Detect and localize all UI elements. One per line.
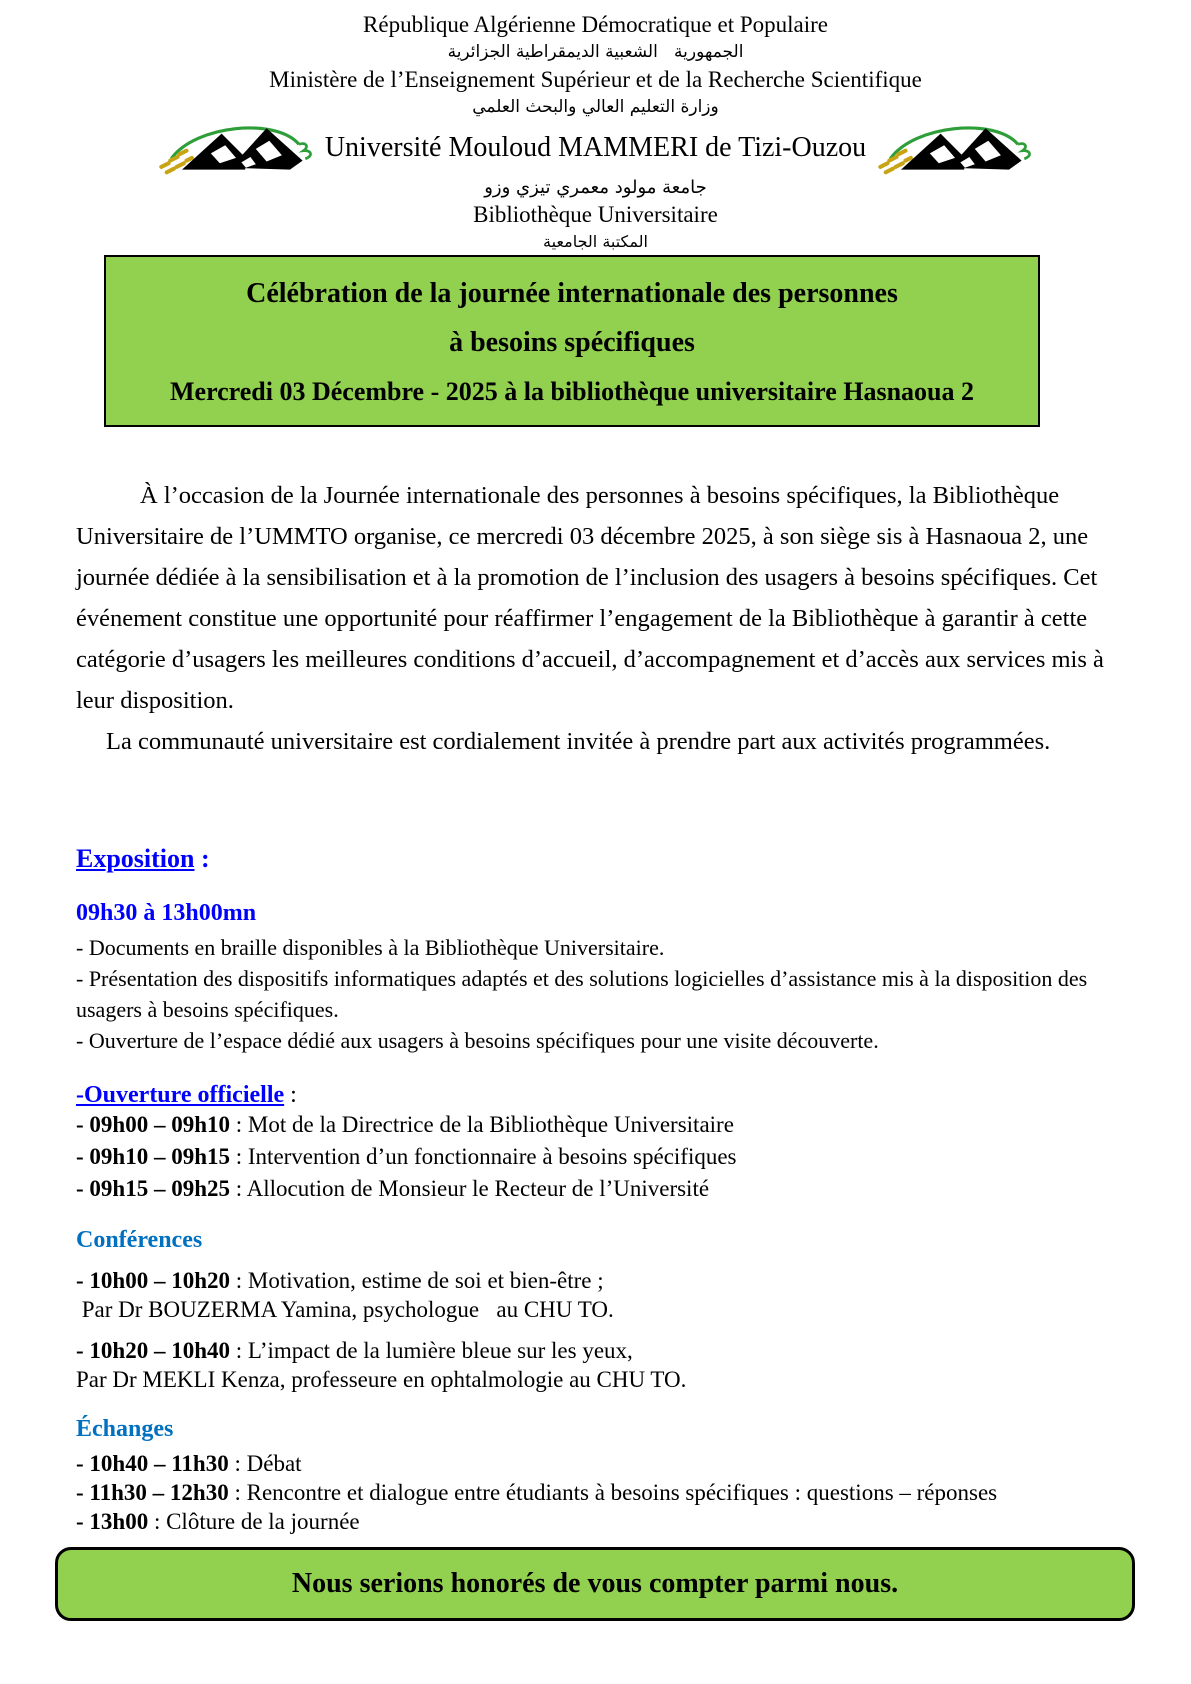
schedule-separator: : [228,1451,247,1476]
event-banner [104,255,1040,427]
invitation-line: La communauté universitaire est cordialement invitée à prendre part aux activités programmées. [106,728,1051,755]
schedule-separator: : [230,1176,247,1201]
schedule-separator: : [230,1112,248,1137]
echanges-items [76,1449,1113,1536]
exposition-heading-colon: : [194,844,210,873]
speaker-line: Par Dr BOUZERMA Yamina, psychologue au CHU TO. [76,1297,614,1322]
schedule-time: - 11h30 – 12h30 [76,1480,229,1505]
schedule-desc: Intervention d’un fonctionnaire à besoins spécifiques [247,1144,737,1169]
banner-title-line1: Célébration de la journée internationale des personnes [246,278,898,309]
ouverture-heading-label: -Ouverture officielle [76,1082,285,1108]
conference-item [76,1336,1113,1394]
exposition-items [76,932,1113,1056]
intro-paragraph: À l’occasion de la Journée internationale des personnes à besoins spécifiques, la Bibliothèque Universitaire de l’UMMTO organise, ce mercredi 03 décembre 2025, à son siège sis à Hasnaoua 2, une journée dédiée à la sensibilisation et à la promotion de l’inclusion des usagers à besoins spécifiques. Cet événement constitue une opportunité pour réaffirmer l’engagement de la Bibliothèque à garantir à cette catégorie d’usagers les meilleures conditions d’accueil, d’accompagnement et d’accès aux services mis à leur disposition. [76,482,1104,714]
closing-banner [55,1547,1135,1621]
library-name: Bibliothèque Universitaire [473,202,718,227]
schedule-desc: Clôture de la journée [166,1509,360,1534]
closing-banner-text: Nous serions honorés de vous compter parmi nous. [291,1568,899,1599]
schedule-separator: : [228,1480,247,1505]
republic-line-fr: République Algérienne Démocratique et Populaire [363,12,828,37]
ummto-logo-icon [866,121,1044,175]
program-section [76,844,1113,1536]
exposition-item: - Documents en braille disponibles à la Bibliothèque Universitaire. [76,935,665,960]
exposition-heading-label: Exposition [76,844,195,873]
schedule-row [76,1109,1113,1141]
schedule-time: - 09h15 – 09h25 [76,1176,230,1201]
schedule-time: - 09h10 – 09h15 [76,1144,230,1169]
banner-date-line: Mercredi 03 Décembre - 2025 à la bibliothèque universitaire Hasnaoua 2 [169,377,975,406]
conference-item [76,1266,1113,1324]
schedule-row [76,1478,1113,1507]
schedule-row [76,1266,1113,1295]
library-name-ar: المكتبة الجامعية [543,232,648,251]
ummto-logo-icon [147,121,325,175]
schedule-desc: Motivation, estime de soi et bien-être ; [247,1268,604,1293]
schedule-row [76,1336,1113,1365]
university-title-row [0,121,1191,175]
university-name-ar: جامعة مولود معمري تيزي وزو [484,177,707,198]
schedule-row [76,1141,1113,1173]
schedule-time: - 09h00 – 09h10 [76,1112,230,1137]
exposition-item: - Présentation des dispositifs informatiques adaptés et des solutions logicielles d’assistance mis à la disposition des usagers à besoins spécifiques. [76,966,1093,1022]
letterhead [0,0,1191,254]
conferences-heading: Conférences [76,1227,203,1253]
exposition-time-range: 09h30 à 13h00mn [76,900,257,926]
university-name: Université Mouloud MAMMERI de Tizi-Ouzou [324,132,867,163]
exposition-item: - Ouverture de l’espace dédié aux usagers à besoins spécifiques pour une visite découverte. [76,1028,879,1053]
schedule-desc: L’impact de la lumière bleue sur les yeux, [247,1338,633,1363]
schedule-separator: : [148,1509,167,1534]
schedule-separator: : [230,1268,248,1293]
banner-title-line2: à besoins spécifiques [449,327,695,358]
schedule-separator: : [230,1338,248,1363]
schedule-time: - 10h40 – 11h30 [76,1451,229,1476]
schedule-time: - 10h20 – 10h40 [76,1338,230,1363]
schedule-row [76,1507,1113,1536]
intro-section [76,475,1113,762]
ministry-line-ar: وزارة التعليم العالي والبحث العلمي [472,97,719,117]
schedule-row [76,1449,1113,1478]
speaker-line: Par Dr MEKLI Kenza, professeure en ophtalmologie au CHU TO. [76,1367,687,1392]
ouverture-heading [76,1082,1113,1109]
schedule-desc: Rencontre et dialogue entre étudiants à besoins spécifiques : questions – réponses [246,1480,998,1505]
exposition-heading [76,844,1113,874]
schedule-desc: Débat [246,1451,302,1476]
ouverture-heading-colon: : [284,1082,297,1108]
schedule-desc: Mot de la Directrice de la Bibliothèque Universitaire [247,1112,734,1137]
ministry-line-fr: Ministère de l’Enseignement Supérieur et de la Recherche Scientifique [269,67,922,92]
schedule-separator: : [230,1144,248,1169]
republic-line-ar: الجمهورية الشعبية الديمقراطية الجزائرية [447,42,744,62]
schedule-time: - 10h00 – 10h20 [76,1268,230,1293]
schedule-row [76,1173,1113,1205]
schedule-time: - 13h00 [76,1509,149,1534]
echanges-heading: Échanges [76,1416,174,1442]
schedule-desc: Allocution de Monsieur le Recteur de l’Université [246,1176,710,1201]
